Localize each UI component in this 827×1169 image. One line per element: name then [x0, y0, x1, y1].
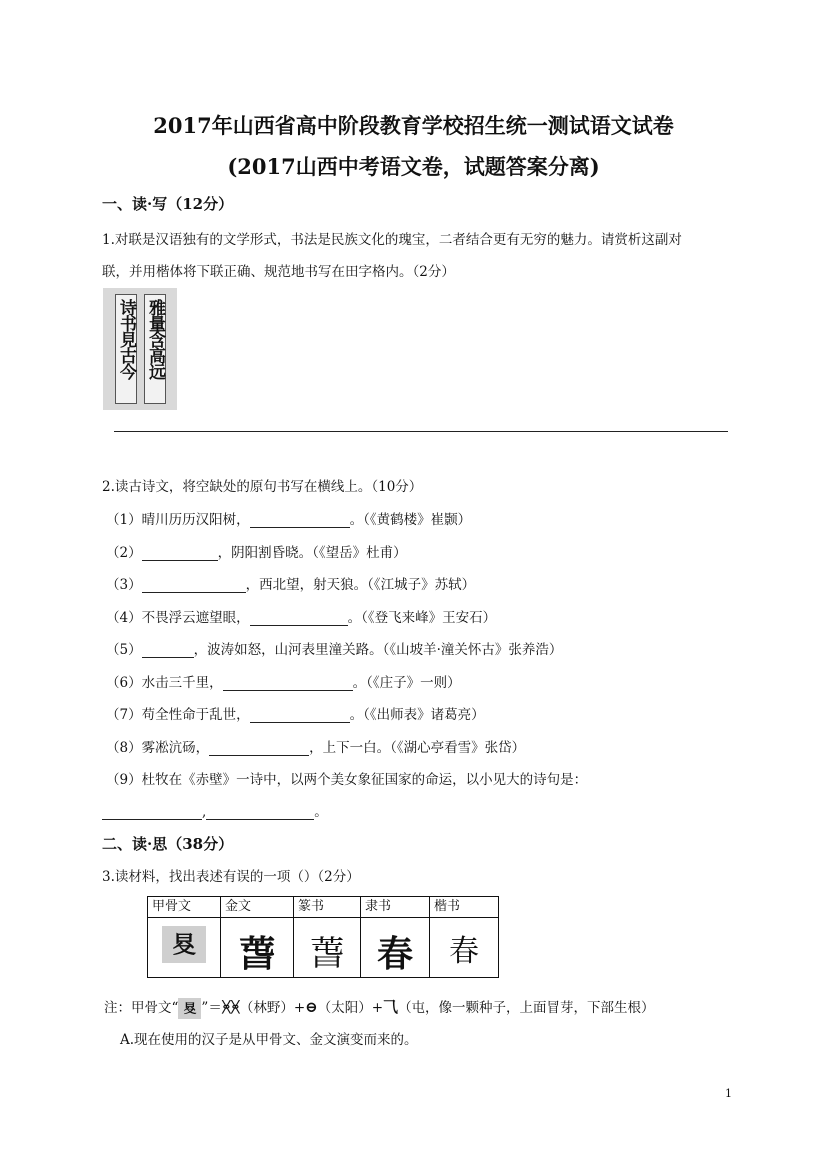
- glyph-seal: 萅: [294, 918, 361, 978]
- answer-blank[interactable]: [209, 741, 309, 756]
- poem-item-1: （1）晴川历历汉阳树， 。（《黄鹤楼》崔颢）: [106, 512, 472, 528]
- header-regular: 楷书: [430, 897, 499, 918]
- section-heading-read-write: 一、读·写（12分）: [102, 195, 234, 213]
- glyph-regular: 春: [430, 918, 499, 978]
- answer-blank[interactable]: [250, 708, 350, 723]
- header-oracle-bone: 甲骨文: [148, 897, 221, 918]
- poem-item-9-answers: , 。: [102, 800, 328, 820]
- poem-item-2: （2） ，阴阳割昏晓。（《望岳》杜甫）: [106, 545, 407, 561]
- answer-blank[interactable]: [102, 805, 202, 820]
- glyph-oracle-bone: 𣅝: [148, 918, 221, 978]
- answer-blank[interactable]: [206, 805, 314, 820]
- page-number: 1: [725, 1087, 732, 1100]
- poem-item-7: （7）苟全性命于乱世， 。（《出师表》诸葛亮）: [106, 707, 485, 723]
- poem-item-8: （8）雾凇沆砀， ，上下一白。（《湖心亭看雪》张岱）: [106, 740, 526, 756]
- option-a: A.现在使用的汉子是从甲骨文、金文演变而来的。: [120, 1032, 418, 1048]
- poem-item-4: （4）不畏浮云遮望眼， 。（《登飞来峰》王安石）: [106, 610, 497, 626]
- sun-glyph-icon: ⊖: [305, 998, 318, 1016]
- header-seal: 篆书: [294, 897, 361, 918]
- answer-blank[interactable]: [223, 676, 353, 691]
- question-1-line-2: 联，并用楷体将下联正确、规范地书写在田字格内。（2分）: [102, 264, 455, 280]
- couplet-image: [103, 288, 177, 410]
- oracle-note: 注：甲骨文“ 𣅝 ”＝ᚸᚸ（林野）+⊖（太阳）+⺄（屯，像一颗种子，上面冒芽，下部生根）: [104, 998, 655, 1017]
- sprout-glyph-icon: ⺄: [383, 998, 399, 1016]
- answer-blank[interactable]: [142, 578, 246, 593]
- question-3-intro: 3.读材料，找出表述有误的一项（）（2分）: [102, 869, 360, 885]
- answer-blank[interactable]: [142, 546, 218, 561]
- question-2-intro: 2.读古诗文，将空缺处的原句书写在横线上。（10分）: [102, 479, 423, 495]
- question-1-line-1: 1.对联是汉语独有的文学形式，书法是民族文化的瑰宝，二者结合更有无穷的魅力。请赏析这副对: [102, 232, 682, 248]
- script-evolution-table: [147, 896, 499, 978]
- poem-item-5: （5） ，波涛如怒，山河表里潼关路。（《山坡羊·潼关怀古》张养浩）: [106, 642, 563, 658]
- answer-blank[interactable]: [250, 513, 350, 528]
- couplet-lower: 诗书見古今: [115, 294, 137, 404]
- answer-blank[interactable]: [250, 611, 348, 626]
- glyph-bronze: 萅: [221, 918, 294, 978]
- section-heading-read-think: 二、读·思（38分）: [102, 835, 234, 853]
- page-subtitle: (2017山西中考语文卷，试题答案分离): [227, 154, 600, 179]
- oracle-glyph-icon: 𣅝: [178, 998, 201, 1019]
- answer-blank[interactable]: [142, 643, 194, 658]
- poem-item-9: （9）杜牧在《赤壁》一诗中，以两个美女象征国家的命运，以小见大的诗句是：: [106, 772, 588, 788]
- page-title: 2017年山西省高中阶段教育学校招生统一测试语文试卷: [153, 113, 674, 138]
- couplet-upper: 雅量含高远: [144, 294, 166, 404]
- divider-line: [114, 431, 728, 432]
- glyph-clerical: 春: [361, 918, 430, 978]
- header-bronze: 金文: [221, 897, 294, 918]
- poem-item-3: （3） ，西北望，射天狼。（《江城子》苏轼）: [106, 577, 476, 593]
- header-clerical: 隶书: [361, 897, 430, 918]
- poem-item-6: （6）水击三千里， 。（《庄子》一则）: [106, 675, 461, 691]
- forest-glyph-icon: ᚸᚸ: [221, 998, 240, 1016]
